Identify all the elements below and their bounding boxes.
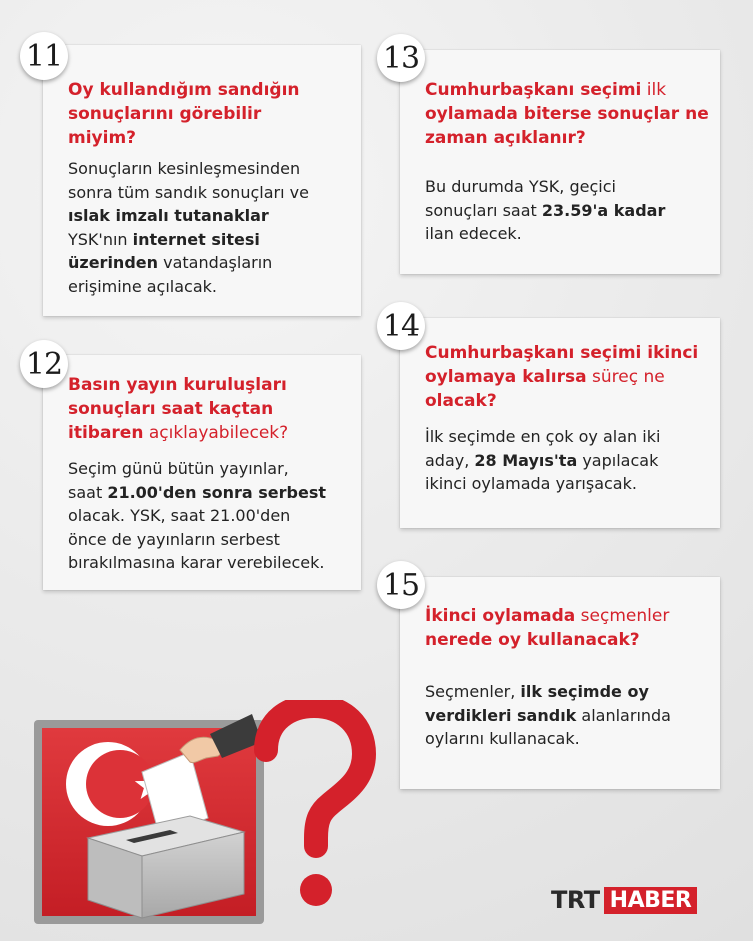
card-12	[43, 355, 361, 590]
a15-line2a: verdikleri sandık	[425, 705, 577, 725]
card-15-question	[425, 604, 715, 652]
q13-line1a: Cumhurbaşkanı seçimi	[425, 80, 642, 100]
a15-line1a: Seçmenler,	[425, 682, 521, 701]
a11-line5a: üzerinden	[68, 253, 159, 272]
card-14	[400, 318, 720, 528]
q12-line2: sonuçları saat kaçtan	[68, 399, 274, 419]
a13-line3: ilan edecek.	[425, 224, 522, 243]
a14-line3: ikinci oylamada yarışacak.	[425, 474, 637, 493]
card-11-question	[68, 78, 353, 150]
q14-line2a: oylamaya kalırsa	[425, 367, 587, 387]
a11-line1: Sonuçların kesinleşmesinden	[68, 159, 301, 178]
card-12-answer	[68, 457, 358, 575]
q13-line1b: ilk	[641, 80, 667, 100]
card-13	[400, 50, 720, 274]
a15-line3: oylarını kullanacak.	[425, 729, 580, 748]
a14-line2a: aday,	[425, 450, 475, 470]
number-badge-13: 13	[377, 34, 425, 82]
logo-haber-text: HABER	[604, 887, 698, 914]
q12-line1: Basın yayın kuruluşları	[68, 375, 287, 395]
card-11-answer	[68, 157, 358, 298]
a14-line2c: yapılacak	[577, 450, 659, 470]
a11-line5b: vatandaşların	[158, 253, 273, 272]
card-11	[43, 45, 361, 316]
a15-line1b: ilk seçimde oy	[520, 682, 649, 701]
q14-line1b: ikinci	[647, 343, 699, 363]
a13-line2b: 23.59'a kadar	[541, 200, 666, 220]
q14-line3: olacak?	[425, 391, 497, 411]
logo-trt-text: TRT	[551, 886, 600, 914]
question-mark-dot	[300, 874, 332, 906]
card-15	[400, 577, 720, 789]
number-badge-12: 12	[20, 340, 68, 388]
a15-line2b: alanlarında	[576, 705, 671, 725]
question-mark-icon	[246, 700, 376, 920]
a12-line3: olacak. YSK, saat 21.00'den	[68, 506, 291, 525]
a12-line4: önce de yayınların serbest	[68, 529, 280, 549]
card-13-answer	[425, 175, 715, 246]
card-15-answer	[425, 680, 715, 751]
card-13-question	[425, 78, 715, 150]
q15-line1b: seçmenler	[575, 606, 670, 626]
q15-line1a: İkinci oylamada	[425, 606, 576, 626]
a12-line5: bırakılmasına karar verebilecek.	[68, 553, 325, 572]
a13-line2a: sonuçları saat	[425, 200, 542, 220]
q11-line3: miyim?	[68, 128, 137, 148]
a11-line4a: YSK'nın	[68, 229, 133, 249]
q14-line2b: süreç ne	[586, 367, 665, 387]
q11-line2: sonuçlarını görebilir	[68, 104, 262, 124]
q12-line3a: itibaren	[68, 423, 144, 443]
card-14-answer	[425, 425, 715, 496]
a12-line2a: saat	[68, 482, 108, 502]
a14-line2b: 28 Mayıs'ta	[474, 450, 578, 470]
number-badge-14: 14	[377, 302, 425, 350]
a11-line2: sonra tüm sandık sonuçları ve	[68, 182, 309, 202]
q13-line3: zaman açıklanır?	[425, 128, 586, 148]
q13-line2: oylamada biterse sonuçlar ne	[425, 104, 709, 124]
q12-line3b: açıklayabilecek?	[143, 423, 289, 443]
number-badge-11: 11	[20, 32, 68, 80]
a11-line6: erişimine açılacak.	[68, 276, 217, 296]
q15-line2: nerede oy kullanacak?	[425, 630, 640, 650]
q14-line1a: Cumhurbaşkanı seçimi	[425, 343, 648, 363]
trt-haber-logo	[551, 884, 697, 916]
a11-line4b: internet sitesi	[132, 229, 260, 249]
a11-line3: ıslak imzalı tutanaklar	[68, 206, 269, 225]
a13-line1: Bu durumda YSK, geçici	[425, 177, 616, 196]
card-12-question	[68, 373, 353, 445]
a12-line1: Seçim günü bütün yayınlar,	[68, 459, 289, 478]
a14-line1: İlk seçimde en çok oy alan iki	[425, 427, 661, 446]
card-14-question	[425, 341, 715, 413]
number-badge-15: 15	[377, 561, 425, 609]
q11-line1: Oy kullandığım sandığın	[68, 80, 300, 100]
a12-line2b: 21.00'den sonra serbest	[107, 482, 326, 502]
